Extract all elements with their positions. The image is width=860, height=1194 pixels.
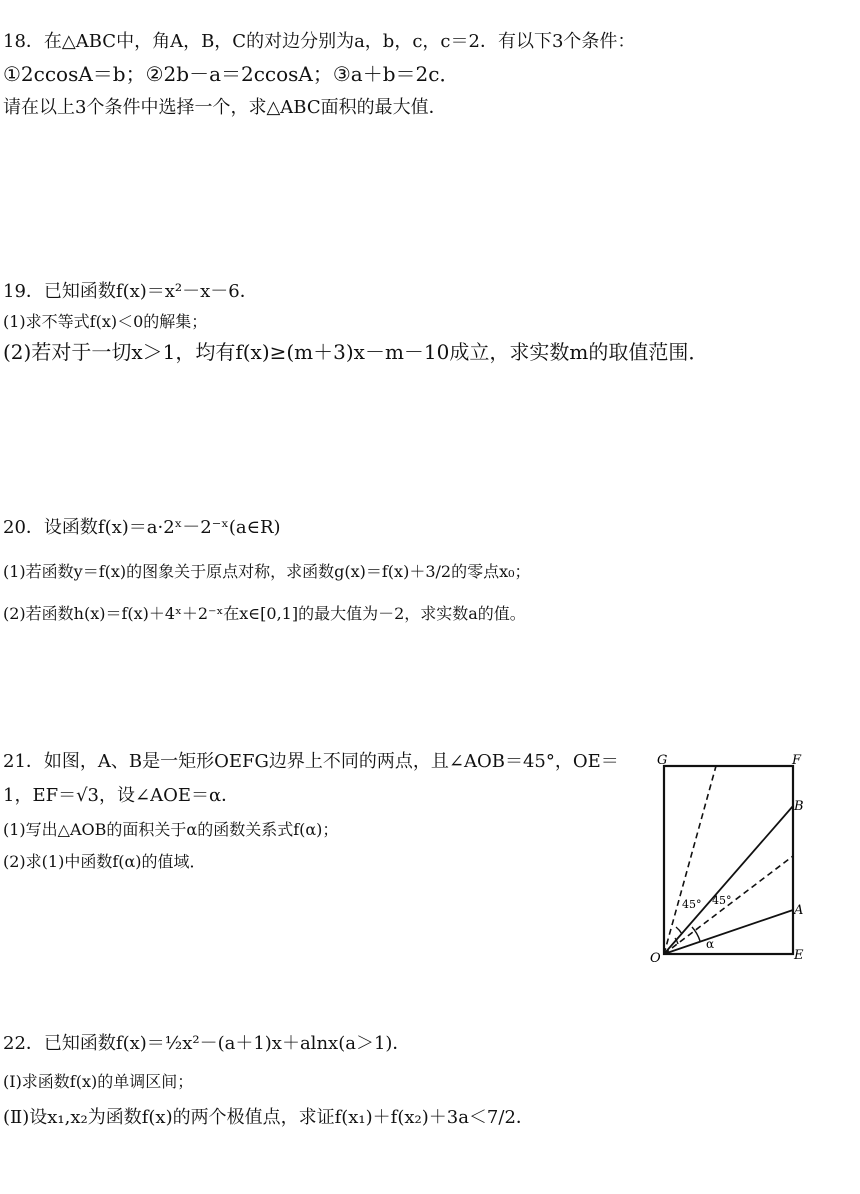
q22-line1: 22．已知函数f(x)＝½x²－(a＋1)x＋alnx(a＞1)． — [3, 1033, 411, 1054]
q20-line1: 20．设函数f(x)＝a·2ˣ－2⁻ˣ(a∈R) — [3, 517, 281, 538]
label-o: O — [650, 951, 661, 966]
label-f: F — [792, 753, 802, 768]
q21-line3: (1)写出△AOB的面积关于α的函数关系式f(α)； — [3, 820, 339, 839]
q20-line3: (2)若函数h(x)＝f(x)＋4ˣ＋2⁻ˣ在x∈[0,1]的最大值为－2，求实数a的值。 — [3, 604, 526, 623]
q19-line3: (2)若对于一切x＞1，均有f(x)≥(m＋3)x－m－10成立，求实数m的取值范围． — [3, 340, 709, 364]
q18-line3: 请在以上3个条件中选择一个，求△ABC面积的最大值． — [3, 97, 447, 118]
q21-line2: 1，EF＝√3，设∠AOE＝α． — [3, 785, 240, 806]
angle-label-45-1: 45° — [682, 898, 702, 911]
q20-line2: (1)若函数y＝f(x)的图象关于原点对称，求函数g(x)＝f(x)＋3/2的零点x₀； — [3, 562, 531, 581]
rectangle-oefg — [664, 766, 793, 954]
label-b: B — [794, 799, 804, 814]
label-g: G — [657, 753, 668, 768]
dashed-line-1 — [664, 766, 716, 954]
angle-arc-1 — [676, 927, 682, 934]
angle-label-45-2: 45° — [712, 894, 732, 907]
q19-line2: (1)求不等式f(x)＜0的解集； — [3, 312, 208, 331]
label-e: E — [794, 948, 804, 963]
q22-line2: (Ⅰ)求函数f(x)的单调区间； — [3, 1072, 194, 1091]
q22-line3: (Ⅱ)设x₁,x₂为函数f(x)的两个极值点，求证f(x₁)＋f(x₂)＋3a＜7/2． — [3, 1107, 534, 1128]
q21-line1: 21．如图，A、B是一矩形OEFG边界上不同的两点，且∠AOB＝45°，OE＝ — [3, 751, 619, 772]
alpha-label: α — [706, 937, 715, 951]
label-a: A — [794, 903, 804, 918]
q21-line4: (2)求(1)中函数f(α)的值域． — [3, 852, 206, 871]
rectangle-figure — [648, 748, 818, 970]
q19-line1: 19．已知函数f(x)＝x²－x－6． — [3, 281, 258, 302]
q18-line1: 18．在△ABC中，角A，B，C的对边分别为a，b，c，c＝2．有以下3个条件： — [3, 31, 636, 52]
q18-line2: ①2ccosA＝b；②2b－a＝2ccosA；③a＋b＝2c． — [3, 62, 460, 86]
